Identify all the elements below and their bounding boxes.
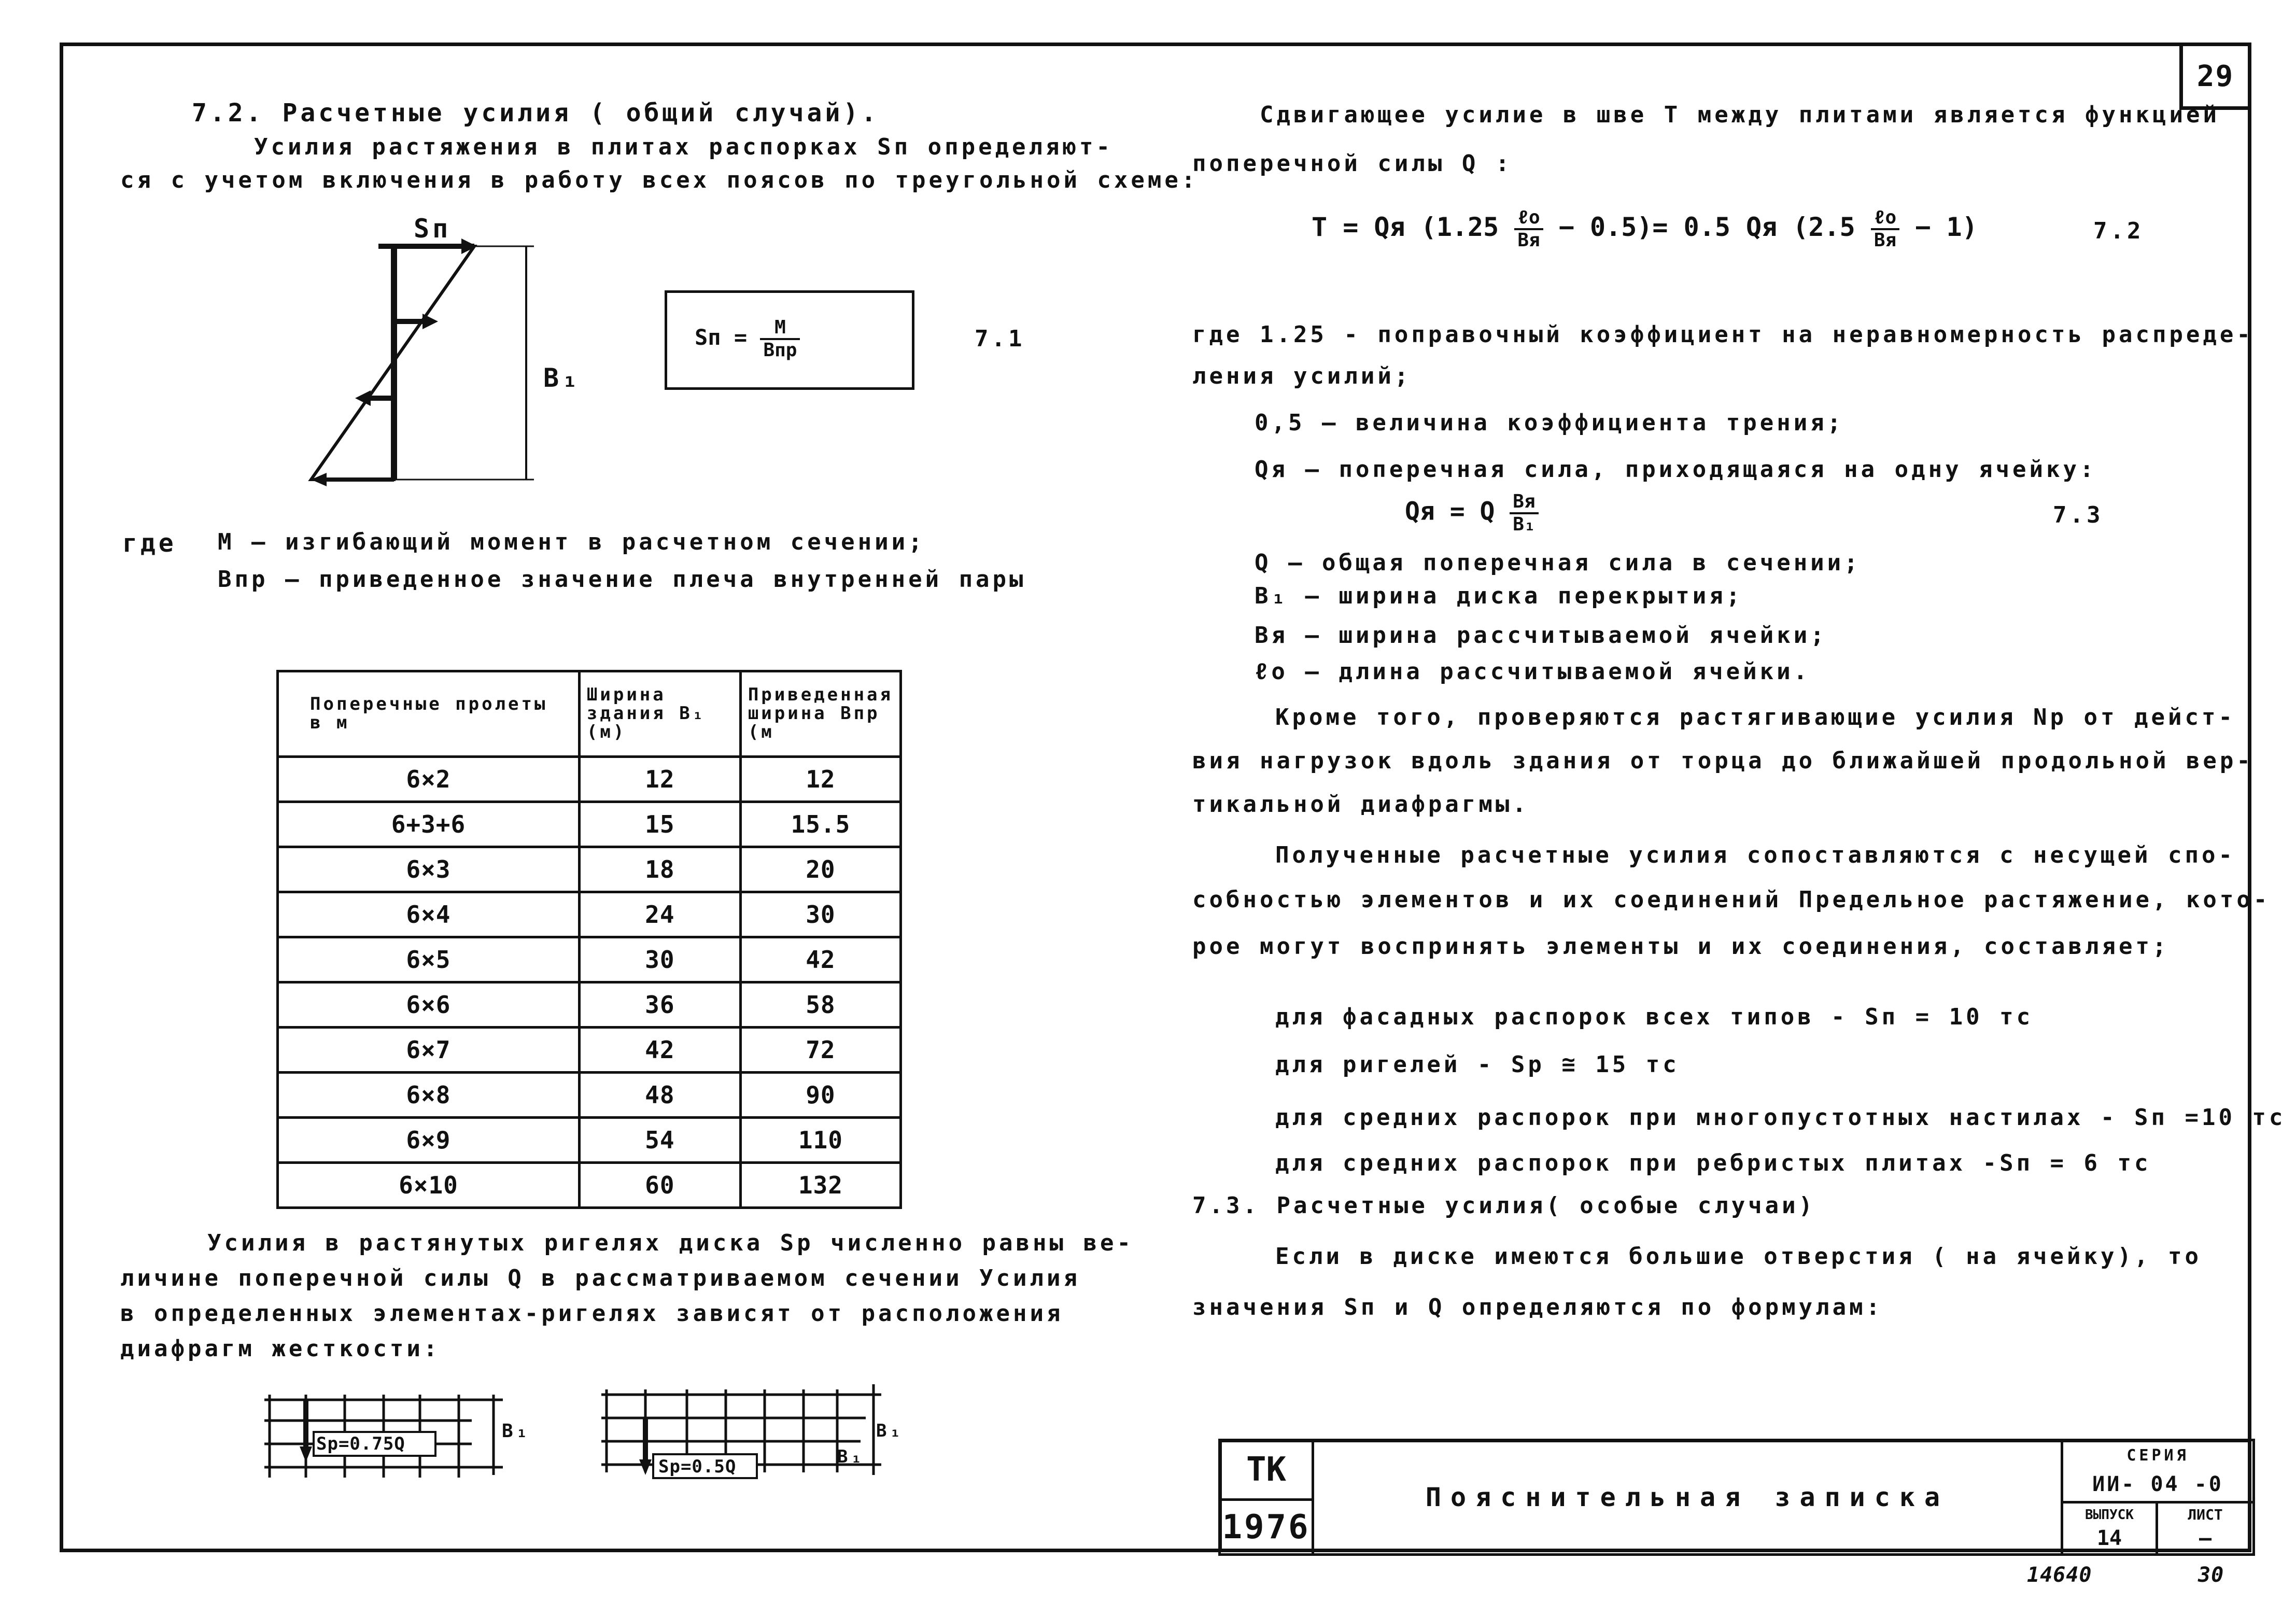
paragraph-line: Усилия в растянутых ригелях диска Sр численно равны ве-: [207, 1230, 1134, 1256]
intro-line: ся с учетом включения в работу всех поясов по треугольной схеме:: [120, 167, 1199, 193]
paragraph-line: Если в диске имеются большие отверстия ( на ячейку), то: [1275, 1243, 2202, 1270]
formula-number: 7.3: [2053, 502, 2104, 528]
cell-reduced: 58: [740, 982, 900, 1028]
table-row: [278, 982, 901, 1028]
text-line: Сдвигающее усилие в шве T между плитами является функцией: [1260, 102, 2220, 128]
formula-number: 7.2: [2093, 218, 2144, 244]
paragraph-line: значения Sп и Q определяются по формулам:: [1192, 1294, 1883, 1320]
cell-span: 6×2: [278, 757, 580, 802]
stamp-year: 1976: [1218, 1498, 1314, 1556]
cell-span: 6×3: [278, 847, 580, 892]
formula-lhs: Qя = Q: [1405, 497, 1495, 526]
cell-reduced: 110: [740, 1118, 900, 1163]
diagram-side-label: B₁: [543, 363, 581, 393]
table-row: [278, 1163, 901, 1208]
formula-part: − 0.5)= 0.5 Qя (2.5: [1558, 212, 1855, 243]
paragraph-line: вия нагрузок вдоль здания от торца до ближайшей продольной вер-: [1192, 748, 2253, 774]
stamp-list-label: ЛИСТ: [2156, 1501, 2255, 1526]
fraction-denominator: Bя: [1874, 229, 1897, 251]
diagram-1-side: B₁: [502, 1421, 531, 1442]
cell-span: 6×4: [278, 892, 580, 937]
limit-line: для средних распорок при многопустотных настилах - Sп =10 тс: [1275, 1104, 2286, 1131]
cell-width: 48: [579, 1073, 740, 1118]
cell-reduced: 12: [740, 757, 900, 802]
formula-part: T = Qя (1.25: [1312, 212, 1499, 243]
paragraph-line: собностью элементов и их соединений Предельное растяжение, кото-: [1192, 887, 2271, 913]
fraction-numerator: ℓо: [1514, 207, 1543, 230]
footer-inventory-number: 14640: [2027, 1563, 2092, 1587]
col-header: Поперечные пролеты в м: [278, 671, 580, 757]
cell-width: 15: [579, 802, 740, 847]
text-line: поперечной силы Q :: [1192, 150, 1513, 177]
cell-reduced: 42: [740, 937, 900, 982]
cell-span: 6×5: [278, 937, 580, 982]
cell-span: 6×10: [278, 1163, 580, 1208]
table-row: [278, 1073, 901, 1118]
col-header: Приведенная ширина Bпр (м: [740, 671, 900, 757]
diagram-top-label: Sп: [414, 214, 452, 244]
fraction-numerator: Bя: [1510, 491, 1538, 514]
table-row: [278, 802, 901, 847]
formula-fraction: [1871, 207, 1899, 250]
formula-part: − 1): [1915, 212, 1978, 243]
cell-reduced: 30: [740, 892, 900, 937]
formula-7-3: [1405, 491, 1539, 535]
table-row: [278, 937, 901, 982]
cell-width: 24: [579, 892, 740, 937]
cell-width: 54: [579, 1118, 740, 1163]
definition: Bя — ширина рассчитываемой ячейки;: [1255, 622, 1827, 649]
diagram-2-side: B₁: [837, 1446, 865, 1467]
fraction-numerator: ℓо: [1871, 207, 1899, 230]
where-m: M — изгибающий момент в расчетном сечении;: [218, 529, 925, 555]
cell-reduced: 15.5: [740, 802, 900, 847]
formula-7-1: [695, 317, 800, 360]
diagram-2-side: B₁: [876, 1421, 904, 1441]
formula-fraction: [760, 317, 800, 360]
where-b: Bпр — приведенное значение плеча внутренней пары: [218, 566, 1026, 593]
cell-width: 30: [579, 937, 740, 982]
stamp-vypusk-label: ВЫПУСК: [2061, 1501, 2158, 1526]
section-heading: 7.2. Расчетные усилия ( общий случай).: [192, 99, 880, 128]
fraction-numerator: M: [760, 317, 800, 340]
fraction-denominator: Bпр: [763, 339, 797, 361]
stamp-seria-value: ИИ- 04 -0: [2061, 1467, 2255, 1503]
cell-reduced: 90: [740, 1073, 900, 1118]
definition: Q — общая поперечная сила в сечении;: [1255, 550, 1861, 576]
table-row: [278, 1028, 901, 1073]
cell-width: 18: [579, 847, 740, 892]
col-header: Ширина здания B₁ (м): [579, 671, 740, 757]
footer-page-number: 30: [2198, 1563, 2224, 1587]
stamp-title: Пояснительная записка: [1312, 1439, 2063, 1556]
cell-span: 6×6: [278, 982, 580, 1028]
table-row: [278, 847, 901, 892]
spans-table: [276, 670, 902, 1209]
paragraph-line: в определенных элементах-ригелях зависят от расположения: [120, 1300, 1064, 1327]
text-line: Qя — поперечная сила, приходящаяся на одну ячейку:: [1255, 456, 2097, 483]
stamp-vypusk-value: 14: [2061, 1523, 2158, 1556]
cell-span: 6×8: [278, 1073, 580, 1118]
where-word: где: [122, 529, 177, 558]
stamp-list-value: —: [2156, 1523, 2255, 1556]
table-row: [278, 757, 901, 802]
cell-width: 36: [579, 982, 740, 1028]
fraction-denominator: Bя: [1517, 229, 1540, 251]
diagram-1-label: Sр=0.75Q: [316, 1434, 405, 1454]
paragraph-line: диафрагм жесткости:: [120, 1336, 441, 1362]
cell-span: 6+3+6: [278, 802, 580, 847]
text-line: где 1.25 - поправочный коэффициент на неравномерность распреде-: [1192, 321, 2253, 348]
text-line: 0,5 — величина коэффициента трения;: [1255, 410, 1844, 436]
stamp-seria-label: СЕРИЯ: [2061, 1439, 2255, 1470]
cell-width: 42: [579, 1028, 740, 1073]
table-header-row: [278, 671, 901, 757]
cell-span: 6×9: [278, 1118, 580, 1163]
paragraph-line: рое могут воспринять элементы и их соединения, составляет;: [1192, 933, 2170, 960]
paragraph-line: личине поперечной силы Q в рассматриваемом сечении Усилия: [120, 1265, 1080, 1291]
diagram-2-label: Sр=0.5Q: [658, 1456, 737, 1477]
definition: B₁ — ширина диска перекрытия;: [1255, 583, 1743, 609]
fraction-denominator: B₁: [1513, 513, 1536, 535]
formula-fraction: [1510, 491, 1538, 535]
definition: ℓо — длина рассчитываемой ячейки.: [1255, 658, 1811, 685]
cell-width: 60: [579, 1163, 740, 1208]
paragraph-line: Кроме того, проверяются растягивающие усилия Nр от дейст-: [1275, 704, 2235, 730]
title-block: [1218, 1439, 2251, 1552]
paragraph-line: тикальной диафрагмы.: [1192, 791, 1529, 818]
formula-fraction: [1514, 207, 1543, 250]
intro-line: Усилия растяжения в плитах распорках Sп определяют-: [254, 134, 1114, 160]
paragraph-line: Полученные расчетные усилия сопоставляются с несущей спо-: [1275, 842, 2235, 868]
diaphragm-diagram-2: [591, 1379, 892, 1503]
table-row: [278, 1118, 901, 1163]
limit-line: для фасадных распорок всех типов - Sп = 10 тс: [1275, 1004, 2034, 1030]
text-line: ления усилий;: [1192, 363, 1412, 389]
cell-span: 6×7: [278, 1028, 580, 1073]
cell-reduced: 72: [740, 1028, 900, 1073]
formula-7-2: [1312, 207, 1978, 250]
table-row: [278, 892, 901, 937]
cell-reduced: 132: [740, 1163, 900, 1208]
limit-line: для средних распорок при ребристых плитах -Sп = 6 тс: [1275, 1150, 2151, 1176]
section-heading: 7.3. Расчетные усилия( особые случаи): [1192, 1192, 1816, 1219]
page-number: 29: [2179, 43, 2251, 110]
cell-reduced: 20: [740, 847, 900, 892]
formula-lhs: Sп =: [695, 325, 748, 350]
cell-width: 12: [579, 757, 740, 802]
limit-line: для ригелей - Sр ≅ 15 тс: [1275, 1051, 1680, 1078]
stamp-tk: ТК: [1218, 1439, 1314, 1501]
formula-number: 7.1: [975, 326, 1025, 352]
triangle-stress-diagram: [290, 207, 581, 498]
